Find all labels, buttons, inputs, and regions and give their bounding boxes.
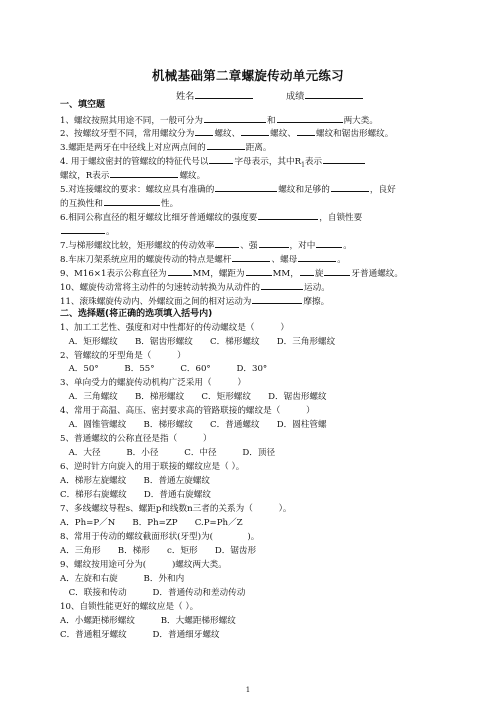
answer-blank xyxy=(331,182,369,192)
answer-blank xyxy=(215,238,239,248)
question-line xyxy=(60,351,460,362)
question-text: 表示 xyxy=(304,157,323,167)
question-text: 、螺母 xyxy=(271,255,298,265)
question-line xyxy=(60,337,460,348)
question-text: 5、普通螺纹的公称直径是指（ ） xyxy=(60,434,212,444)
answer-blank xyxy=(209,154,233,164)
question-line xyxy=(60,266,460,280)
answer-blank xyxy=(195,126,213,136)
question-line xyxy=(60,210,460,224)
question-text: 和 xyxy=(266,116,276,126)
question-text: 1 xyxy=(301,161,305,169)
answer-blank xyxy=(297,126,315,136)
question-text: 。 xyxy=(106,227,115,237)
question-text: 字母表示，其中R xyxy=(234,157,302,167)
question-text: 9、螺纹按用途可分为( )螺纹两大类。 xyxy=(60,560,227,570)
answer-blank xyxy=(204,113,266,123)
question-text: 螺纹和足够的 xyxy=(278,185,330,195)
question-line xyxy=(60,532,460,543)
question-text: A．矩形螺纹 B．锯齿形螺纹 C．梯形螺纹 D．三角形螺纹 xyxy=(60,337,336,347)
answer-blank xyxy=(207,140,245,150)
answer-blank xyxy=(252,294,302,304)
answer-blank xyxy=(246,266,272,276)
score-label: 成绩 xyxy=(286,91,305,102)
question-text: 4. 用于螺纹密封的管螺纹的特征代号以 xyxy=(60,157,209,167)
question-line xyxy=(60,140,460,154)
question-text: 距离。 xyxy=(245,143,272,153)
question-text: 1、螺纹按照其用途不同，一般可分为 xyxy=(60,116,203,126)
question-text: 6、逆时针方向旋入的用于联接的螺纹应是（ ）。 xyxy=(60,462,245,472)
question-text: 螺纹，R表示 xyxy=(60,171,110,181)
question-text: C．梯形右旋螺纹 D．普通右旋螺纹 xyxy=(60,490,211,500)
question-text: 8、常用于传动的螺纹截面形状(牙型)为( )。 xyxy=(60,532,260,542)
question-line xyxy=(60,406,460,417)
question-line xyxy=(60,504,460,515)
question-text: 10、自锁性能更好的螺纹应是（ ）。 xyxy=(60,602,199,612)
name-blank xyxy=(195,89,253,99)
question-line xyxy=(60,113,460,127)
answer-blank xyxy=(300,266,314,276)
question-line xyxy=(60,546,460,557)
answer-blank xyxy=(168,266,192,276)
question-text: 的互换性和 xyxy=(60,199,103,209)
question-line xyxy=(60,630,460,641)
question-text: 10、螺旋传动常将主动件的匀速转动转换为从动件的 xyxy=(60,283,260,293)
question-line xyxy=(60,476,460,487)
question-line xyxy=(60,434,460,445)
answer-blank xyxy=(324,266,350,276)
question-text: C．普通粗牙螺纹 D．普通细牙螺纹 xyxy=(60,630,220,640)
question-text: A．大径 B．小径 C．中径 D．顶径 xyxy=(60,448,276,458)
question-line xyxy=(60,378,460,389)
question-text: C．联接和传动 D．普通传动和差动传动 xyxy=(60,588,246,598)
question-line xyxy=(60,462,460,473)
question-line xyxy=(60,490,460,501)
page-title: 机械基础第二章螺旋传动单元练习 xyxy=(151,68,344,83)
question-text: 7.与梯形螺纹比较，矩形螺纹的传动效率 xyxy=(60,241,215,251)
question-text: 运动。 xyxy=(304,283,330,293)
question-line xyxy=(60,560,460,571)
question-text: 、强 xyxy=(240,241,258,251)
question-text: MM， xyxy=(272,269,299,279)
question-line xyxy=(60,602,460,613)
answer-blank xyxy=(298,252,336,262)
question-line xyxy=(60,252,460,266)
answer-blank xyxy=(316,238,342,248)
question-text: MM，螺距为 xyxy=(192,269,245,279)
question-text: ，良好 xyxy=(369,185,396,195)
answer-blank xyxy=(259,238,289,248)
question-text: A．梯形左旋螺纹 B．普通左旋螺纹 xyxy=(60,476,211,486)
question-text: A．三角形 B．梯形 c．矩形 D．锯齿形 xyxy=(60,546,257,556)
question-text: 7、多线螺纹导程s、螺距p和线数n三者的关系为（ ）。 xyxy=(60,504,292,514)
question-text: A．Ph=P／N B．Ph=ZP C.P=Ph／Z xyxy=(60,518,243,528)
section-heading: 二、选择题(将正确的选项填入括号内) xyxy=(60,309,213,319)
question-text: 2、管螺纹的牙型角是（ ） xyxy=(60,351,186,361)
answer-blank xyxy=(261,280,303,290)
question-line xyxy=(60,518,460,529)
question-text: 5.对连接螺纹的要求：螺纹应具有准确的 xyxy=(60,185,215,195)
answer-blank xyxy=(241,126,269,136)
question-text: 1、加工工艺性、强度和对中性都好的传动螺纹是（ ） xyxy=(60,323,289,333)
question-text: A．三角螺纹 B．梯形螺纹 C．矩形螺纹 D．锯齿形螺纹 xyxy=(60,392,327,402)
question-line xyxy=(60,238,460,252)
question-line xyxy=(60,196,460,210)
question-line xyxy=(60,616,460,627)
question-text: A．左旋和右旋 B．外和内 xyxy=(60,574,185,584)
question-text: 螺纹和锯齿形螺纹。 xyxy=(315,129,394,139)
answer-blank xyxy=(104,196,160,206)
question-line xyxy=(60,448,460,459)
answer-blank xyxy=(277,113,343,123)
answer-blank xyxy=(110,168,178,178)
question-text: 11、滚珠螺旋传动内、外螺纹面之间的相对运动为 xyxy=(60,297,252,307)
answer-blank xyxy=(323,154,365,164)
question-line xyxy=(60,294,460,308)
question-text: 摩擦。 xyxy=(303,297,330,307)
question-text: 螺纹、 xyxy=(270,129,296,139)
question-text: ，自锁性要 xyxy=(319,213,363,223)
question-line xyxy=(60,126,460,140)
question-line xyxy=(60,364,460,375)
answer-blank xyxy=(61,224,105,234)
question-text: 两大类。 xyxy=(343,116,378,126)
question-text: 。 xyxy=(343,241,352,251)
question-text: 3、单向受力的螺旋传动机构广泛采用（ ） xyxy=(60,378,246,388)
question-text: 螺纹。 xyxy=(179,171,206,181)
answer-blank xyxy=(232,252,270,262)
question-text: 6.相同公称直径的粗牙螺纹比细牙普通螺纹的强度要 xyxy=(60,213,258,223)
question-line xyxy=(60,280,460,294)
question-text: A．圆锥管螺纹 B．梯形螺纹 C．普通螺纹 D．圆柱管螺 xyxy=(60,420,327,430)
question-text: 8.车床刀架系统应用的螺旋传动的特点是螺杆 xyxy=(60,255,232,265)
question-line xyxy=(60,574,460,585)
page-number: 1 xyxy=(245,686,251,694)
section-heading: 一、填空题 xyxy=(60,100,106,110)
question-text: 。 xyxy=(337,255,346,265)
question-text: 9、M16×1表示公称直径为 xyxy=(60,269,167,279)
question-text: 性。 xyxy=(160,199,179,209)
question-line xyxy=(60,323,460,334)
question-line xyxy=(60,182,460,196)
question-line xyxy=(60,420,460,431)
question-text: 旋 xyxy=(314,269,324,279)
question-text: 牙普通螺纹。 xyxy=(351,269,403,279)
question-line xyxy=(60,392,460,403)
question-line xyxy=(60,168,460,182)
question-text: A．50° B．55° C．60° D．30° xyxy=(60,364,268,374)
question-line xyxy=(60,224,460,238)
question-text: A．小螺距梯形螺纹 B．大螺距梯形螺纹 xyxy=(60,616,236,626)
question-text: 4、常用于高温、高压、密封要求高的管路联接的螺纹是（ ） xyxy=(60,406,315,416)
question-text: 3.螺距是两牙在中径线上对应两点间的 xyxy=(60,143,206,153)
question-text: 2、按螺纹牙型不同，常用螺纹分为 xyxy=(60,129,195,139)
name-label: 姓名 xyxy=(176,91,195,102)
question-text: 螺纹、 xyxy=(214,129,241,139)
answer-blank xyxy=(258,210,318,220)
score-blank xyxy=(305,89,363,99)
question-line xyxy=(60,588,460,599)
question-text: ，对中 xyxy=(289,241,316,251)
answer-blank xyxy=(215,182,277,192)
